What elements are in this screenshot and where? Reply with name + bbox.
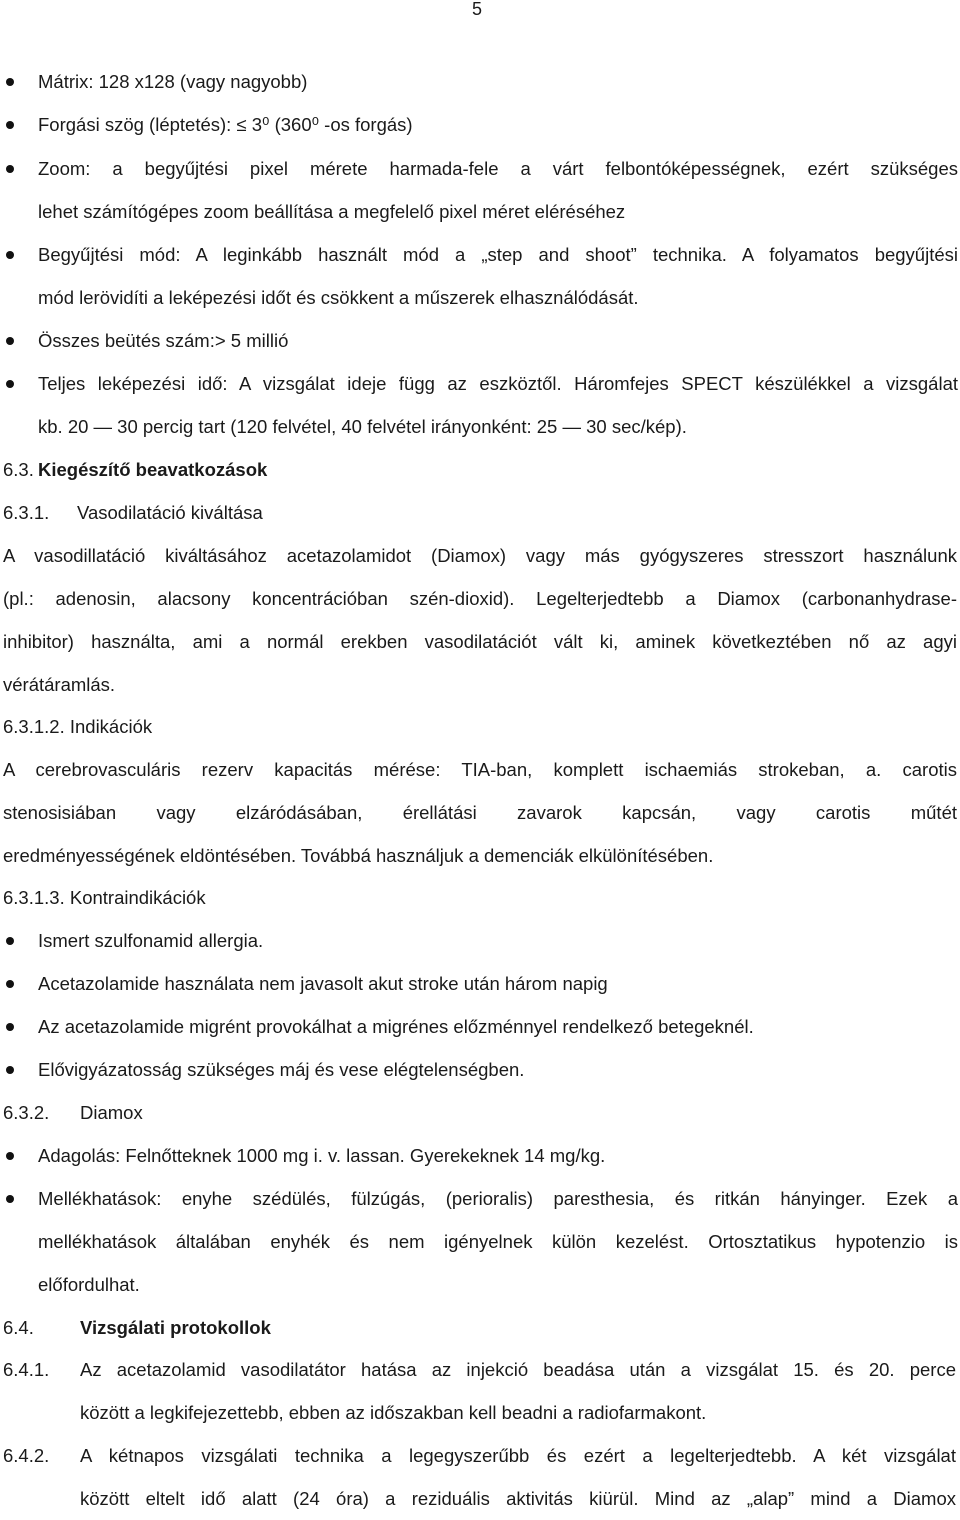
section-title: 6.3.1.2. Indikációk: [3, 716, 153, 737]
list-item: [0, 1135, 960, 1177]
section-title: Vasodilatáció kiváltása: [77, 502, 263, 523]
list-item-text: Begyűjtési mód: A leginkább használt mód a „step and shoot” technika. A folyamatos begyűjtési: [38, 244, 958, 265]
item-text: között eltelt idő alatt (24 óra) a reziduális aktivitás kiürül. Mind az „alap” mind a Diamox: [80, 1488, 956, 1509]
bullet-icon: [6, 78, 14, 86]
subsection-heading: [0, 706, 960, 748]
paragraph-text: A cerebrovasculáris rezerv kapacitás mérése: TIA-ban, komplett ischaemiás strokeban, a. carotis: [3, 759, 957, 780]
bullet-icon: [6, 1066, 14, 1074]
list-item: [0, 148, 960, 190]
list-item-text: Elővigyázatosság szükséges máj és vese elégtelenségben.: [38, 1059, 525, 1080]
list-item: [0, 920, 960, 962]
section-number: 6.4.: [3, 1317, 34, 1338]
item-text: között a legkifejezettebb, ebben az időszakban kell beadni a radiofarmakont.: [80, 1402, 707, 1423]
list-item-continuation: [0, 191, 960, 233]
list-item: [0, 320, 960, 362]
list-item: [0, 1178, 960, 1220]
bullet-icon: [6, 980, 14, 988]
list-item-text: Adagolás: Felnőtteknek 1000 mg i. v. lassan. Gyerekeknek 14 mg/kg.: [38, 1145, 606, 1166]
list-item: [0, 61, 960, 103]
section-number: 6.3.2.: [3, 1102, 50, 1123]
paragraph-text: vérátáramlás.: [3, 674, 116, 695]
numbered-item-continuation: [0, 1478, 960, 1520]
numbered-item: [0, 1435, 960, 1477]
list-item: [0, 104, 960, 146]
subsection-heading: [0, 492, 960, 534]
list-item-text: mellékhatások általában enyhék és nem igényelnek külön kezelést. Ortosztatikus hypotenzio is: [38, 1231, 958, 1252]
section-number: 6.3.: [3, 459, 34, 480]
list-item-text: Az acetazolamide migrént provokálhat a migrénes előzménnyel rendelkező betegeknél.: [38, 1016, 754, 1037]
paragraph-text: (pl.: adenosin, alacsony koncentrációban szén-dioxid). Legelterjedtebb a Diamox (carbonanhydrase-: [3, 588, 957, 609]
subsection-heading: [0, 1092, 960, 1134]
paragraph-text: A vasodillatáció kiváltásához acetazolamidot (Diamox) vagy más gyógyszeres stresszort használunk: [3, 545, 957, 566]
subsection-heading: [0, 877, 960, 919]
bullet-icon: [6, 1023, 14, 1031]
list-item-text: előfordulhat.: [38, 1274, 140, 1295]
list-item-continuation: [0, 406, 960, 448]
list-item-text: Forgási szög (léptetés): ≤ 3⁰ (360⁰ -os forgás): [38, 114, 413, 135]
list-item-text: Mellékhatások: enyhe szédülés, fülzúgás, (perioralis) paresthesia, és ritkán hányinger. Ezek a: [38, 1188, 958, 1209]
list-item-text: Mátrix: 128 x128 (vagy nagyobb): [38, 71, 308, 92]
page-number: 5: [472, 0, 483, 19]
item-number: 6.4.2.: [3, 1445, 50, 1466]
section-title: Kiegészítő beavatkozások: [38, 459, 268, 480]
list-item-continuation: [0, 1221, 960, 1263]
list-item: [0, 1049, 960, 1091]
bullet-icon: [6, 121, 14, 129]
section-heading: [0, 449, 960, 491]
paragraph-line: [0, 792, 960, 834]
bullet-icon: [6, 380, 14, 388]
item-text: A kétnapos vizsgálati technika a legegyszerűbb és ezért a legelterjedtebb. A két vizsgálat: [80, 1445, 956, 1466]
bullet-icon: [6, 1152, 14, 1160]
item-number: 6.4.1.: [3, 1359, 50, 1380]
list-item-continuation: [0, 277, 960, 319]
list-item-text: Zoom: a begyűjtési pixel mérete harmada-fele a várt felbontóképességnek, ezért szükséges: [38, 158, 958, 179]
paragraph-line: [0, 621, 960, 663]
paragraph-text: stenosisiában vagy elzáródásában, érellátási zavarok kapcsán, vagy carotis műtét: [3, 802, 957, 823]
list-item-text: Teljes leképezési idő: A vizsgálat ideje függ az eszköztől. Háromfejes SPECT készülékkel a vizsgálat: [38, 373, 958, 394]
paragraph-line: [0, 578, 960, 620]
numbered-item: [0, 1349, 960, 1391]
list-item-text: Összes beütés szám:> 5 millió: [38, 330, 289, 351]
paragraph-line: [0, 835, 960, 877]
list-item: [0, 363, 960, 405]
numbered-item-continuation: [0, 1392, 960, 1434]
list-item-text: Acetazolamide használata nem javasolt akut stroke után három napig: [38, 973, 608, 994]
bullet-icon: [6, 251, 14, 259]
section-number: 6.3.1.: [3, 502, 50, 523]
paragraph-text: inhibitor) használta, ami a normál erekben vasodilatációt vált ki, aminek következtében nő az agyi: [3, 631, 957, 652]
bullet-icon: [6, 337, 14, 345]
list-item-text: kb. 20 — 30 percig tart (120 felvétel, 40 felvétel irányonként: 25 — 30 sec/kép).: [38, 416, 687, 437]
list-item-text: mód lerövidíti a leképezési időt és csökkent a műszerek elhasználódását.: [38, 287, 639, 308]
list-item: [0, 1006, 960, 1048]
section-title: 6.3.1.3. Kontraindikációk: [3, 887, 206, 908]
item-text: Az acetazolamid vasodilatátor hatása az injekció beadása után a vizsgálat 15. és 20. perce: [80, 1359, 956, 1380]
section-title: Diamox: [80, 1102, 143, 1123]
paragraph-line: [0, 664, 960, 706]
list-item-continuation: [0, 1264, 960, 1306]
list-item-text: Ismert szulfonamid allergia.: [38, 930, 264, 951]
list-item-text: lehet számítógépes zoom beállítása a megfelelő pixel méret eléréséhez: [38, 201, 626, 222]
bullet-icon: [6, 937, 14, 945]
paragraph-line: [0, 749, 960, 791]
list-item: [0, 963, 960, 1005]
paragraph-text: eredményességének eldöntésében. Továbbá használjuk a demenciák elkülönítésében.: [3, 845, 714, 866]
bullet-icon: [6, 165, 14, 173]
section-title: Vizsgálati protokollok: [80, 1317, 271, 1338]
section-heading: [0, 1307, 960, 1349]
paragraph-line: [0, 535, 960, 577]
bullet-icon: [6, 1195, 14, 1203]
list-item: [0, 234, 960, 276]
